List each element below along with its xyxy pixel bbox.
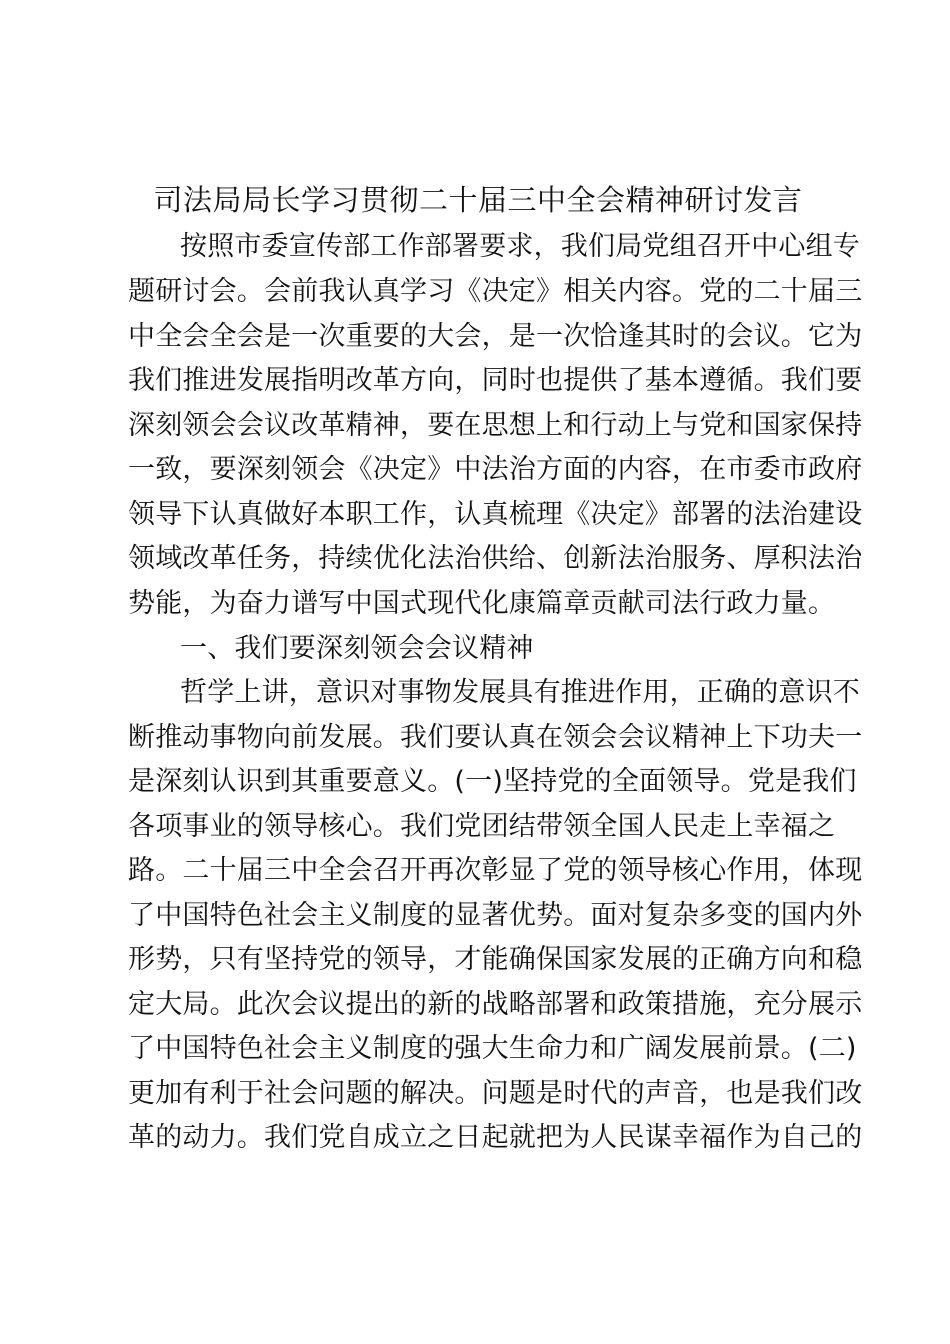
text-line: 深刻领会会议改革精神，要在思想上和行动上与党和国家保持 bbox=[128, 410, 863, 441]
text-line: 领域改革任务，持续优化法治供给、创新法治服务、厚积法治 bbox=[128, 543, 863, 574]
text-line: 领导下认真做好本职工作，认真梳理《决定》部署的法治建设 bbox=[128, 499, 863, 530]
text-line: 革的动力。我们党自成立之日起就把为人民谋幸福作为自己的 bbox=[128, 1122, 863, 1153]
text-line: 各项事业的领导核心。我们党团结带领全国人民走上幸福之 bbox=[128, 811, 836, 842]
text-line: 势能，为奋力谱写中国式现代化康篇章贡献司法行政力量。 bbox=[128, 588, 836, 619]
text-line: 中全会全会是一次重要的大会，是一次恰逢其时的会议。它为 bbox=[128, 321, 863, 352]
document-title: 司法局局长学习贯彻二十届三中全会精神研讨发言 bbox=[153, 183, 803, 217]
text-line: 了中国特色社会主义制度的强大生命力和广阔发展前景。(二) bbox=[128, 1033, 857, 1064]
text-line: 更加有利于社会问题的解决。问题是时代的声音，也是我们改 bbox=[128, 1078, 863, 1109]
section-heading: 一、我们要深刻领会会议精神 bbox=[180, 633, 534, 664]
text-line: 是深刻认识到其重要意义。(一)坚持党的全面领导。党是我们 bbox=[128, 766, 857, 797]
text-line: 按照市委宣传部工作部署要求，我们局党组召开中心组专 bbox=[180, 231, 860, 262]
text-line: 一致，要深刻领会《决定》中法治方面的内容，在市委市政府 bbox=[128, 454, 863, 485]
text-line: 哲学上讲，意识对事物发展具有推进作用，正确的意识不 bbox=[180, 677, 860, 708]
text-line: 断推动事物向前发展。我们要认真在领会会议精神上下功夫一 bbox=[128, 722, 863, 753]
text-line: 我们推进发展指明改革方向，同时也提供了基本遵循。我们要 bbox=[128, 365, 863, 396]
text-line: 题研讨会。会前我认真学习《决定》相关内容。党的二十届三 bbox=[128, 276, 863, 307]
text-line: 了中国特色社会主义制度的显著优势。面对复杂多变的国内外 bbox=[128, 900, 863, 931]
text-line: 路。二十届三中全会召开再次彰显了党的领导核心作用，体现 bbox=[128, 855, 863, 886]
text-line: 形势，只有坚持党的领导，才能确保国家发展的正确方向和稳 bbox=[128, 944, 863, 975]
text-line: 定大局。此次会议提出的新的战略部署和政策措施，充分展示 bbox=[128, 989, 863, 1020]
